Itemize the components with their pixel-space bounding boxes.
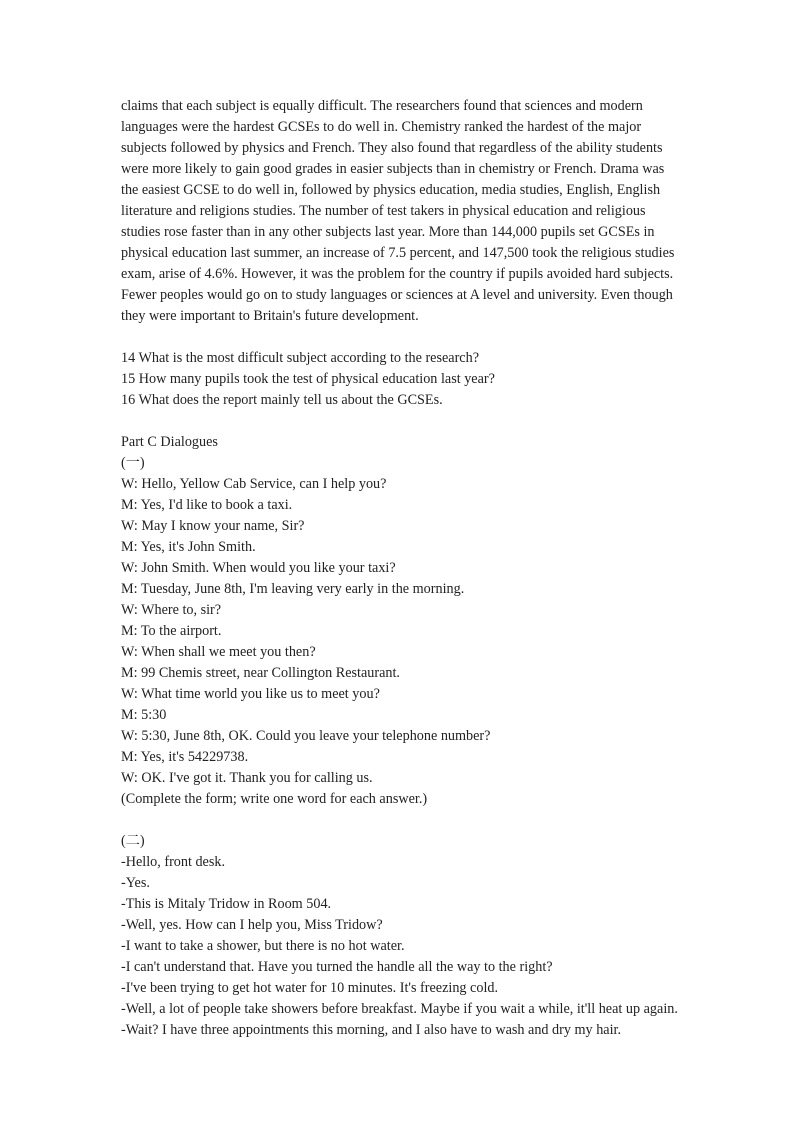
- spacer: [121, 810, 681, 831]
- dialogue-line: -Well, yes. How can I help you, Miss Tridow?: [121, 917, 383, 933]
- passage-line: subjects followed by physics and French. They also found that regardless of the ability students: [121, 140, 663, 156]
- dialogue-line: M: To the airport.: [121, 623, 222, 639]
- passage-paragraph: [121, 96, 681, 327]
- dialogue-line: M: Yes, it's John Smith.: [121, 539, 256, 555]
- spacer: [121, 327, 681, 348]
- dialogue-line: W: OK. I've got it. Thank you for calling us.: [121, 770, 373, 786]
- question-item: 16 What does the report mainly tell us about the GCSEs.: [121, 392, 443, 408]
- question-list: [121, 348, 681, 411]
- passage-line: Fewer peoples would go on to study languages or sciences at A level and university. Even though: [121, 287, 673, 303]
- dialogue-two: [121, 831, 681, 1041]
- dialogue-line: -I've been trying to get hot water for 10 minutes. It's freezing cold.: [121, 980, 499, 996]
- dialogue-line: -I want to take a shower, but there is no hot water.: [121, 938, 405, 954]
- dialogue-marker: (二): [121, 833, 145, 849]
- dialogue-line: M: Yes, it's 54229738.: [121, 749, 249, 765]
- passage-line: physical education last summer, an increase of 7.5 percent, and 147,500 took the religious studies: [121, 245, 675, 261]
- dialogue-line: M: 5:30: [121, 707, 167, 723]
- dialogue-line: M: Yes, I'd like to book a taxi.: [121, 497, 293, 513]
- passage-line: studies rose faster than in any other subjects last year. More than 144,000 pupils set GCSEs in: [121, 224, 655, 240]
- dialogue-line: W: When shall we meet you then?: [121, 644, 316, 660]
- question-item: 14 What is the most difficult subject according to the research?: [121, 350, 479, 366]
- dialogue-marker: (一): [121, 455, 145, 471]
- dialogue-line: -Well, a lot of people take showers before breakfast. Maybe if you wait a while, it'll heat up again.: [121, 1001, 678, 1017]
- dialogue-line: -Yes.: [121, 875, 150, 891]
- spacer: [121, 411, 681, 432]
- passage-line: languages were the hardest GCSEs to do well in. Chemistry ranked the hardest of the major: [121, 119, 642, 135]
- passage-line: exam, arise of 4.6%. However, it was the problem for the country if pupils avoided hard subjects.: [121, 266, 674, 282]
- dialogue-instruction: (Complete the form; write one word for each answer.): [121, 791, 428, 807]
- dialogue-line: W: John Smith. When would you like your taxi?: [121, 560, 396, 576]
- passage-line: were more likely to gain good grades in easier subjects than in chemistry or French. Drama was: [121, 161, 665, 177]
- dialogue-line: -I can't understand that. Have you turned the handle all the way to the right?: [121, 959, 553, 975]
- section-heading: Part C Dialogues: [121, 434, 218, 450]
- dialogue-line: -This is Mitaly Tridow in Room 504.: [121, 896, 332, 912]
- part-c-section: [121, 432, 681, 810]
- dialogue-line: M: 99 Chemis street, near Collington Restaurant.: [121, 665, 400, 681]
- dialogue-line: W: What time world you like us to meet you?: [121, 686, 380, 702]
- question-item: 15 How many pupils took the test of physical education last year?: [121, 371, 495, 387]
- dialogue-line: W: Where to, sir?: [121, 602, 222, 618]
- dialogue-line: W: 5:30, June 8th, OK. Could you leave your telephone number?: [121, 728, 491, 744]
- passage-line: literature and religions studies. The number of test takers in physical education and religious: [121, 203, 646, 219]
- dialogue-line: -Hello, front desk.: [121, 854, 226, 870]
- dialogue-line: -Wait? I have three appointments this morning, and I also have to wash and dry my hair.: [121, 1022, 622, 1038]
- dialogue-line: M: Tuesday, June 8th, I'm leaving very early in the morning.: [121, 581, 465, 597]
- dialogue-line: W: May I know your name, Sir?: [121, 518, 305, 534]
- dialogue-line: W: Hello, Yellow Cab Service, can I help you?: [121, 476, 387, 492]
- passage-line: claims that each subject is equally difficult. The researchers found that sciences and modern: [121, 98, 643, 114]
- passage-line: the easiest GCSE to do well in, followed by physics education, media studies, English, English: [121, 182, 661, 198]
- document-page: [121, 96, 681, 1041]
- passage-line: they were important to Britain's future development.: [121, 308, 419, 324]
